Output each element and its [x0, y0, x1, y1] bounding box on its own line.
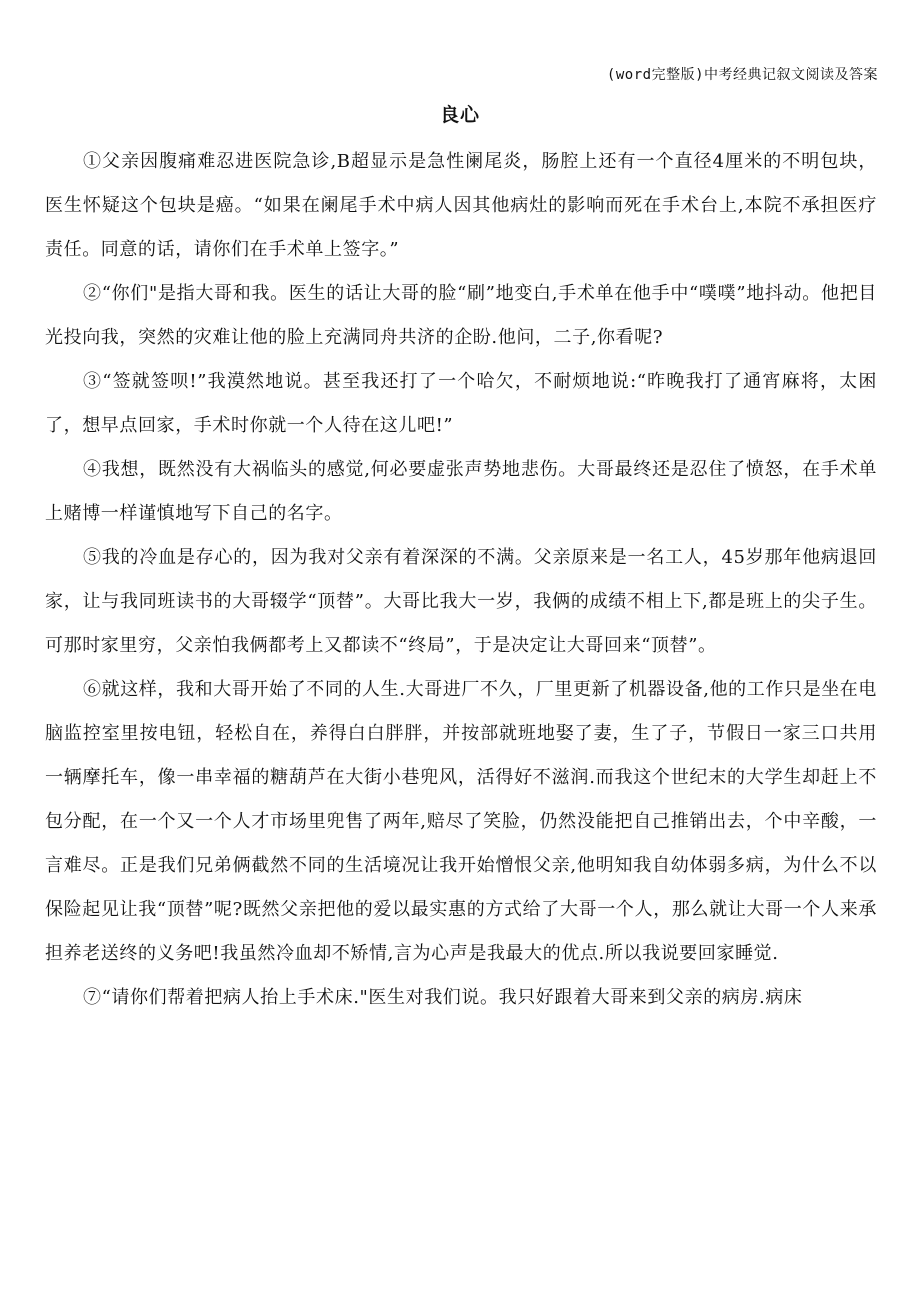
paragraph-4: ④我想，既然没有大祸临头的感觉,何必要虚张声势地悲伤。大哥最终还是忍住了愤怒，在手术单上赌博一样谨慎地写下自己的名字。	[45, 459, 877, 524]
paragraph-6: ⑥就这样，我和大哥开始了不同的人生.大哥进厂不久，厂里更新了机器设备,他的工作只是坐在电脑监控室里按电钮，轻松自在，养得白白胖胖，并按部就班地娶了妻，生了子，节假日一家三口共用一辆摩托车，像一串幸福的糖葫芦在大街小巷兜风，活得好不滋润.而我这个世纪末的大学生却赶上不包分配，在一个又一个人才市场里兜售了两年,赔尽了笑脸，仍然没能把自己推销出去，个中辛酸，一言难尽。正是我们兄弟俩截然不同的生活境况让我开始憎恨父亲,他明知我自幼体弱多病，为什么不以保险起见让我“顶替”呢?既然父亲把他的爱以最实惠的方式给了大哥一个人，那么就让大哥一个人来承担养老送终的义务吧!我虽然冷血却不矫情,言为心声是我最大的优点.所以我说要回家睡觉.	[45, 679, 877, 964]
article-body	[45, 140, 877, 1020]
paragraph-7: ⑦“请你们帮着把病人抬上手术床."医生对我们说。我只好跟着大哥来到父亲的病房.病床	[83, 987, 803, 1008]
paragraph-1: ①父亲因腹痛难忍进医院急诊,B超显示是急性阑尾炎，肠腔上还有一个直径4厘米的不明包块，医生怀疑这个包块是癌。“如果在阑尾手术中病人因其他病灶的影响而死在手术台上,本院不承担医疗责任。同意的话，请你们在手术单上签字。”	[45, 151, 877, 260]
paragraph-2: ②“你们"是指大哥和我。医生的话让大哥的脸“刷”地变白,手术单在他手中“噗噗”地抖动。他把目光投向我，突然的灾难让他的脸上充满同舟共济的企盼.他问，二子,你看呢?	[45, 283, 877, 348]
document-header: (word完整版)中考经典记叙文阅读及答案	[606, 67, 878, 83]
paragraph-3: ③“签就签呗!”我漠然地说。甚至我还打了一个哈欠，不耐烦地说:“昨晚我打了通宵麻将，太困了，想早点回家，手术时你就一个人待在这儿吧!”	[45, 371, 877, 436]
paragraph-5: ⑤我的冷血是存心的，因为我对父亲有着深深的不满。父亲原来是一名工人，45岁那年他病退回家，让与我同班读书的大哥辍学“顶替”。大哥比我大一岁，我俩的成绩不相上下,都是班上的尖子生。可那时家里穷，父亲怕我俩都考上又都读不“终局”，于是决定让大哥回来“顶替”。	[45, 547, 877, 656]
article-title: 良心	[439, 104, 480, 126]
